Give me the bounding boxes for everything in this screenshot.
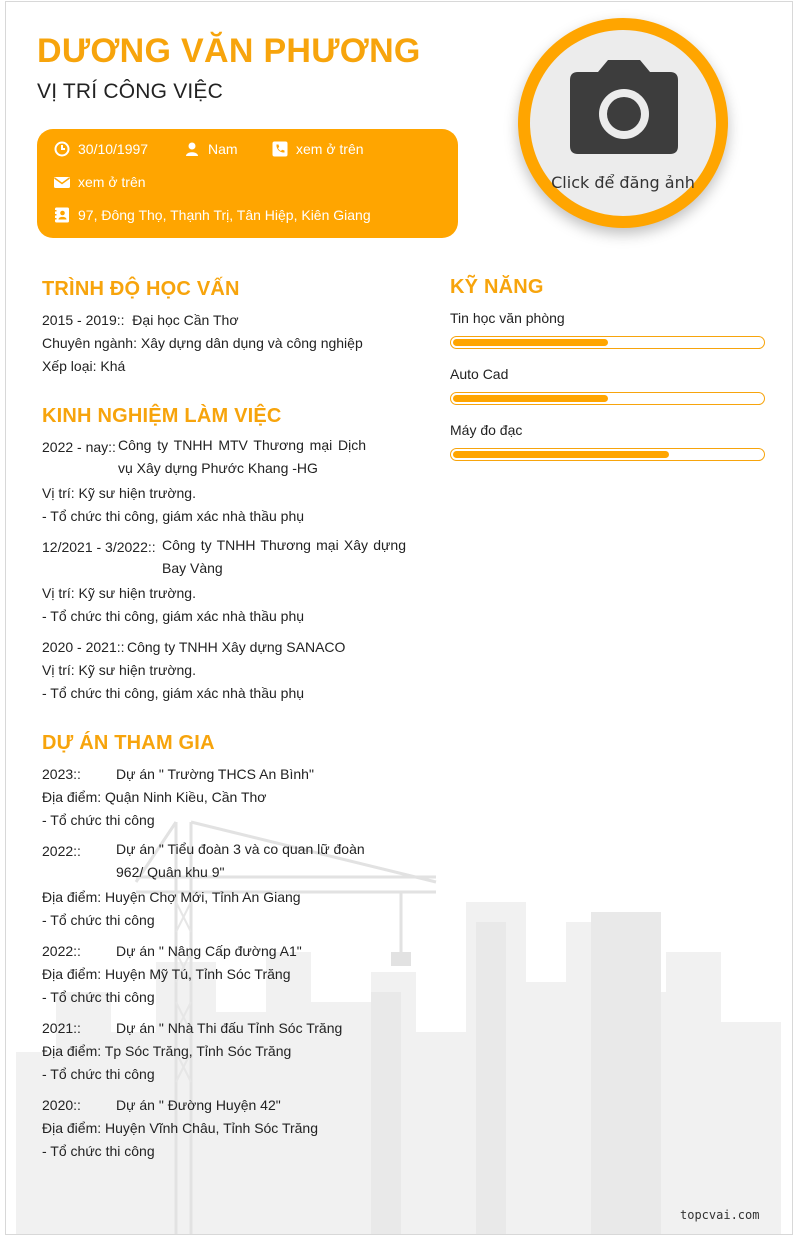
project-location: Địa điểm: Tp Sóc Trăng, Tỉnh Sóc Trăng <box>42 1043 292 1059</box>
watermark: topcvai.com <box>680 1208 760 1222</box>
project-name: Dự án " Tiểu đoàn 3 và co quan lữ đoàn 962/ Quân khu 9" <box>116 841 365 880</box>
cv-content <box>6 2 792 1234</box>
user-icon <box>184 141 200 157</box>
skill-bar <box>450 336 765 349</box>
birthday-text: 30/10/1997 <box>78 141 149 157</box>
job-period: 12/2021 - 3/2022:: <box>42 539 156 555</box>
email-item <box>54 174 146 190</box>
project-name: Dự án " Trường THCS An Bình" <box>116 766 314 782</box>
avatar-placeholder <box>530 30 716 216</box>
avatar-upload[interactable] <box>518 18 728 228</box>
education-entry <box>42 312 239 328</box>
phone-text: xem ở trên <box>296 141 364 157</box>
project-name: Dự án " Đường Huyện 42" <box>116 1097 281 1113</box>
skills-title: KỸ NĂNG <box>450 276 544 298</box>
job-company: Công ty TNHH Thương mại Xây dựng Bay Vàng <box>162 537 406 576</box>
project-year: 2022:: <box>42 843 81 859</box>
project-year: 2021:: <box>42 1020 81 1036</box>
education-school: Đại học Cần Thơ <box>132 312 239 328</box>
gender-item <box>184 141 238 157</box>
skill-name: Auto Cad <box>450 366 509 382</box>
address-item <box>54 207 371 223</box>
skill-name: Tin học văn phòng <box>450 310 565 326</box>
project-location: Địa điểm: Quận Ninh Kiều, Cần Thơ <box>42 789 267 805</box>
skill-bar <box>450 448 765 461</box>
project-year: 2020:: <box>42 1097 81 1113</box>
project-year: 2022:: <box>42 943 81 959</box>
job-period: 2020 - 2021:: <box>42 639 125 655</box>
cv-page <box>5 1 793 1235</box>
phone-icon <box>272 141 288 157</box>
project-location: Địa điểm: Huyện Mỹ Tú, Tỉnh Sóc Trăng <box>42 966 291 982</box>
job-role: Vị trí: Kỹ sư hiện trường. <box>42 662 196 678</box>
email-text: xem ở trên <box>78 174 146 190</box>
upload-photo-label: Click để đăng ảnh <box>551 173 695 192</box>
project-location: Địa điểm: Huyện Vĩnh Châu, Tỉnh Sóc Trăng <box>42 1120 319 1136</box>
job-description: - Tổ chức thi công, giám xác nhà thầu phụ <box>42 508 305 524</box>
camera-icon <box>568 58 680 158</box>
project-year: 2023:: <box>42 766 81 782</box>
job-period: 2022 - nay:: <box>42 439 116 455</box>
skill-bar-fill <box>453 339 608 346</box>
education-rank: Xếp loại: Khá <box>42 358 126 374</box>
project-name: Dự án " Nhà Thi đấu Tỉnh Sóc Trăng <box>116 1020 343 1036</box>
project-description: - Tổ chức thi công <box>42 989 155 1005</box>
project-name: Dự án " Nâng Cấp đường A1" <box>116 943 302 959</box>
job-description: - Tổ chức thi công, giám xác nhà thầu phụ <box>42 685 305 701</box>
job-company: Công ty TNHH Xây dựng SANACO <box>127 639 346 655</box>
address-book-icon <box>54 207 70 223</box>
skill-bar-fill <box>453 395 608 402</box>
project-description: - Tổ chức thi công <box>42 1066 155 1082</box>
experience-title: KINH NGHIỆM LÀM VIỆC <box>42 405 282 427</box>
phone-item <box>272 141 364 157</box>
mail-icon <box>54 174 70 190</box>
job-description: - Tổ chức thi công, giám xác nhà thầu phụ <box>42 608 305 624</box>
personal-info-box <box>37 129 458 238</box>
candidate-name: DƯƠNG VĂN PHƯƠNG <box>37 32 421 70</box>
job-position: VỊ TRÍ CÔNG VIỆC <box>37 80 224 103</box>
education-major: Chuyên ngành: Xây dựng dân dụng và công nghiệp <box>42 335 363 351</box>
education-period: 2015 - 2019:: <box>42 312 125 328</box>
education-title: TRÌNH ĐỘ HỌC VẤN <box>42 278 240 300</box>
skill-bar <box>450 392 765 405</box>
address-text: 97, Đông Thọ, Thạnh Trị, Tân Hiệp, Kiên Giang <box>78 207 371 223</box>
skill-name: Máy đo đạc <box>450 422 523 438</box>
skill-bar-fill <box>453 451 669 458</box>
job-role: Vị trí: Kỹ sư hiện trường. <box>42 485 196 501</box>
gender-text: Nam <box>208 141 238 157</box>
projects-title: DỰ ÁN THAM GIA <box>42 732 215 754</box>
job-company: Công ty TNHH MTV Thương mại Dịch vụ Xây dựng Phước Khang -HG <box>118 437 366 476</box>
job-role: Vị trí: Kỹ sư hiện trường. <box>42 585 196 601</box>
project-description: - Tổ chức thi công <box>42 1143 155 1159</box>
project-description: - Tổ chức thi công <box>42 812 155 828</box>
birthday-item <box>54 141 148 157</box>
project-description: - Tổ chức thi công <box>42 912 155 928</box>
clock-icon <box>54 141 70 157</box>
project-location: Địa điểm: Huyện Chợ Mới, Tỉnh An Giang <box>42 889 301 905</box>
